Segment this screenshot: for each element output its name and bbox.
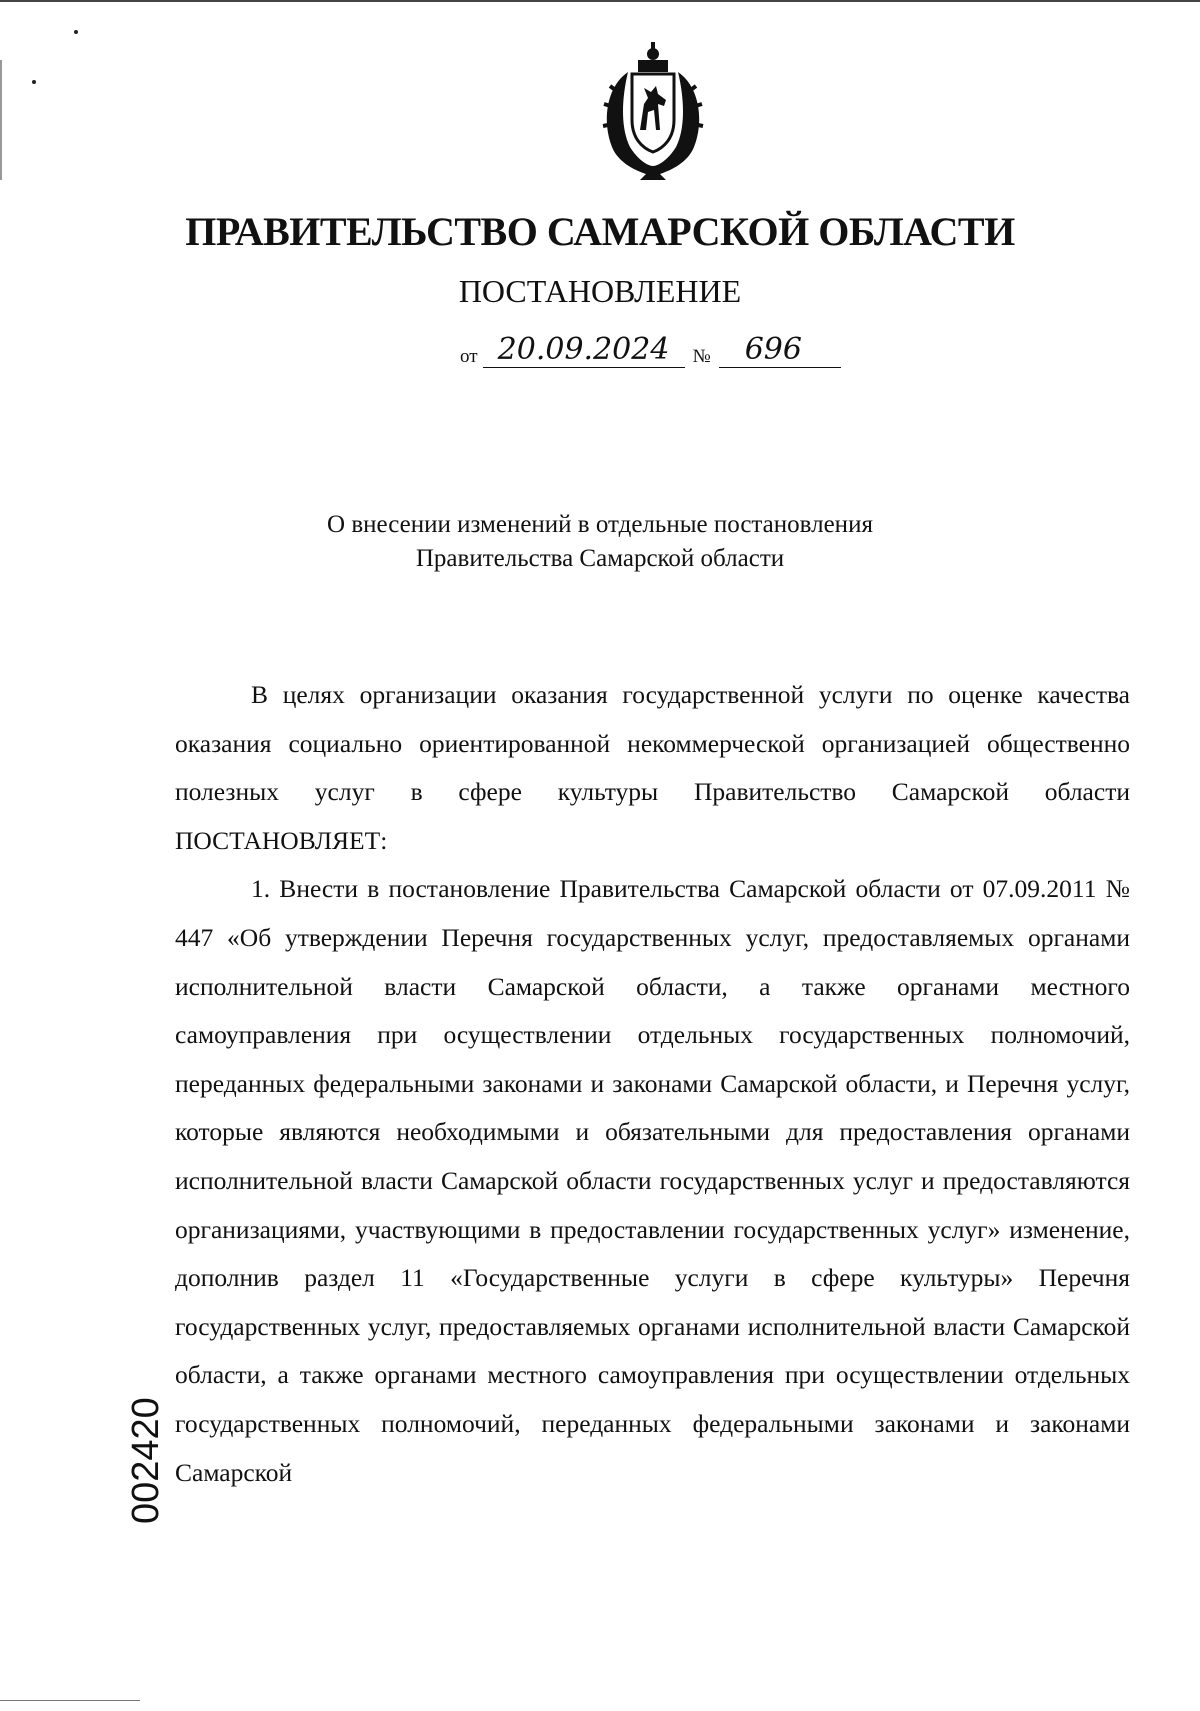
body-paragraph: 1. Внести в постановление Правительства Самарской области от 07.09.2011 № 447 «Об утверждении Перечня государственных услуг, предоставляемых органами исполнительной власти Самарской области, а также органами местного самоуправления при осуществлении отдельных государственных полномочий, переданных федеральными законами и законами Самарской области, и Перечня услуг, которые являются необходимыми и обязательными для предоставления органами исполнительной власти Самарской области государственных услуг и предоставляются организациями, участвующими в предоставлении государственных услуг» изменение, дополнив раздел 11 «Государственные услуги в сфере культуры» Перечня государственных услуг, предоставляемых органами исполнительной власти Самарской области, а также органами местного самоуправления при осуществлении отдельных государственных полномочий, переданных федеральными законами и законами Самарской (175, 874, 1130, 1487)
date-prefix: от (460, 346, 478, 367)
scan-edge-bottom (0, 1700, 140, 1701)
document-body (175, 671, 1130, 1497)
issuer-title: ПРАВИТЕЛЬСТВО САМАРСКОЙ ОБЛАСТИ (185, 209, 1015, 254)
body-paragraph: В целях организации оказания государственной услуги по оценке качества оказания социально ориентированной некоммерческой организацией общественно полезных услуг в сфере культуры Правительство Самарской области ПОСТАНОВЛЯЕТ: (175, 680, 1130, 855)
document-subject (0, 508, 1200, 576)
scan-speck (74, 30, 78, 34)
scan-speck (32, 80, 36, 84)
scan-edge-top (0, 0, 1200, 2)
coat-of-arms-icon (588, 42, 718, 182)
subject-line: Правительства Самарской области (415, 545, 785, 572)
document-type: ПОСТАНОВЛЕНИЕ (458, 273, 742, 309)
scan-edge-left (0, 60, 2, 180)
number-prefix: № (692, 346, 711, 367)
date-number-line (460, 328, 841, 368)
document-date: 20.09.2024 (483, 333, 685, 368)
registration-number: 002420 (125, 1397, 167, 1524)
document-number: 696 (719, 333, 841, 368)
subject-line: О внесении изменений в отдельные постановления (327, 511, 873, 538)
